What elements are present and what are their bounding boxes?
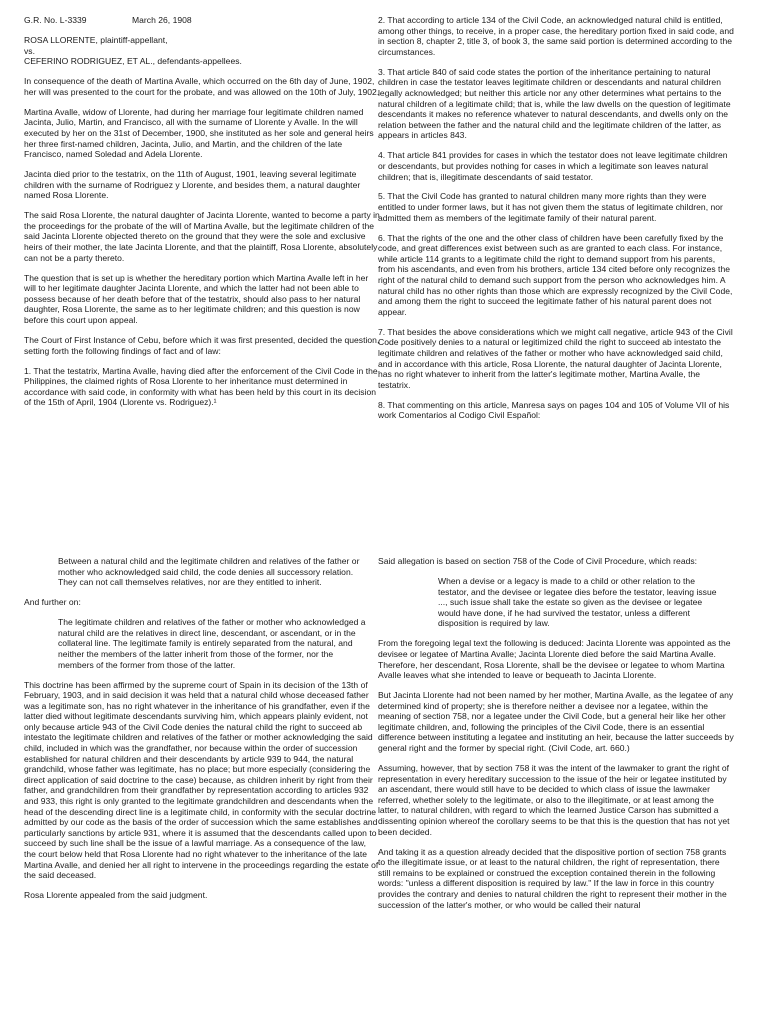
block-quote: When a devise or a legacy is made to a child or other relation to the testator, and the devisee or legatee dies before the testator, leaving issue ..., such issue shall take the estate so given as the devisee or legatee would have done, if he had survived the testator, unless a different disposition is required by law. (438, 575, 717, 629)
paragraph: 4. That article 841 provides for cases in which the testator does not leave legitimate children or descendants, but provides nothing for cases in which a legitimate son leaves natural children; that is, illegitimate descendants of said testator. (378, 150, 728, 182)
paragraph: Jacinta died prior to the testatrix, on the 11th of August, 1901, leaving several legitimate children with the surname of Rodriguez y Llorente, and besides them, a natural daughter named Rosa Llorente. (24, 169, 361, 201)
paragraph: Martina Avalle, widow of Llorente, had during her marriage four legitimate children named Jacinta, Julio, Martin, and Francisco, all with the surname of Llorente y Avalle. In the will executed by her on the 31st of December, 1900, she instituted as her sole and general heirs her three first-named children, Jacinta, Julio, and Martin, and the children of the late Francisco, named Soledad and Adela Llorente. (24, 106, 374, 160)
block-quote: Between a natural child and the legitimate children and relatives of the father or mother who acknowledged said child, the code denies all successory relation. They can not call themselves relatives, nor are they entitled to inherit. (58, 556, 360, 588)
paragraph: Assuming, however, that by section 758 it was the intent of the lawmaker to grant the right of representation in every hereditary succession to the issue of the heir or legatee instituted by an ascendant, there would still have to be decided to which class of issue the lawmaker referred, whether solely to the legitimate, or also to the illegitimate, or at least among the latter, to natural children, with regard to which the learned Justice Carson has submitted a dissenting opinion whereof the corollary seems to be that this is the question that has not yet been decided. (378, 763, 730, 837)
column-top-right (378, 15, 734, 430)
paragraph: The said Rosa Llorente, the natural daughter of Jacinta Llorente, wanted to become a party in the proceedings for the probate of the will of Martina Avalle, but the legitimate children of the said Jacinta Llorente objected thereto on the ground that they were the sole and exclusive heirs of their mother, the late Jacinta Llorente, and that the plaintiff, Rosa Llorente, absolutely can not be a party thereto. (24, 210, 380, 263)
case-parties (24, 35, 380, 67)
paragraph: 2. That according to article 134 of the Civil Code, an acknowledged natural child is entitled, among other things, to receive, in a proper case, the hereditary portion fixed in said code, and in section 8, chapter 2, title 3, of book 3, the same said portion is determined according to the circumstances. (378, 15, 734, 57)
party-defendants: CEFERINO RODRIGUEZ, ET AL., defendants-appellees. (24, 56, 242, 67)
paragraph: 6. That the rights of the one and the other class of children have been carefully fixed by the code, and great differences exist between such as are granted to each class. For instance, while article 114 grants to a legitimate child the right to demand support from his parents, from his ascendants, and even from his brothers, article 134 cited before only recognizes the right of the natural child to demand such support from the person who acknowledges him. A natural child has no other rights than those which are expressly recognized by the Civil Code, and among them the right to succeed the legitimate father of his natural parent does not appear. (378, 232, 733, 317)
paragraph: Rosa Llorente appealed from the said judgment. (24, 890, 208, 901)
case-date: March 26, 1908 (132, 15, 192, 25)
party-plaintiff: ROSA LLORENTE, plaintiff-appellant, (24, 34, 168, 45)
paragraph: Said allegation is based on section 758 of the Code of Civil Procedure, which reads: (378, 556, 698, 566)
paragraph: 1. That the testatrix, Martina Avalle, having died after the enforcement of the Civil Code in the Philippines, the claimed rights of Rosa Llorente to her inheritance must determined in accordance with said code, in conformity with what has been held by this court in its decision of the 15th of April, 1904 (Llorente vs. Rodriguez).¹ (24, 365, 378, 408)
case-number: G.R. No. L-3339 (24, 15, 87, 25)
column-bottom-left (24, 556, 380, 910)
paragraph: 3. That article 840 of said code states the portion of the inheritance pertaining to natural children in case the testator leaves legitimate children or descendants and natural children legally acknowledged; but neither this article nor any other determines what pertains to the natural children of a legitimate child; that is, while the law dwells on the question of legitimate descendants it makes no reference whatever to natural descendants, and dwells only on the relation between the father and the natural child and the legitimate children of the latter, as appears in articles 843. (378, 66, 731, 141)
paragraph: And further on: (24, 597, 81, 608)
paragraph: 7. That besides the above considerations which we might call negative, article 943 of the Civil Code positively denies to a natural or legitimized child the right to succeed ab intestato the legitimate children and relatives of the father or mother who have acknowledged said child, and in accordance with this article, Rosa Llorente, the natural daughter of Jacinta Llorente, has no right whatever to inherit from the latter's legitimate mother, Martina Avalle, the testatrix. (378, 326, 733, 390)
paragraph: But Jacinta Llorente had not been named by her mother, Martina Avalle, as the legatee of any determined kind of property; she is therefore neither a devisee nor a legatee, within the meaning of section 758, nor a legatee under the Civil Code, but a general heir like her other legitimate children, and, following the principles of the Civil Code, there is an essential difference between instituting a legatee and instituting an heir, because the latter succeeds by general right and the former by special right. (Civil Code, art. 660.) (378, 690, 734, 754)
column-bottom-right (378, 556, 734, 920)
case-header (24, 15, 380, 26)
paragraph: The question that is set up is whether the hereditary portion which Martina Avalle left in her will to her legitimate daughter Jacinta Llorente, and which the latter had not been able to possess because of her death before that of the testatrix, should also pass to her natural daughter, Rosa Llorente, the same as to her legitimate children; and this question is now before this court upon appeal. (24, 272, 369, 325)
column-top-left (24, 15, 380, 417)
party-vs: vs. (24, 45, 35, 56)
paragraph: From the foregoing legal text the following is deduced: Jacinta Llorente was appointed as the devisee or legatee of Martina Avalle; Jacinta Llorente died before the said Martina Avalle. Therefore, her descendant, Rosa Llorente, shall be the devisee or legatee to whom Martina Avalle leaves what she intended to leave or bequeath to Jacinta Llorente. (378, 638, 731, 681)
block-quote: The legitimate children and relatives of the father or mother who acknowledged a natural child are the relatives in direct line, descendant, or ascendant, or in the collateral line. The legitimate family is entirely separated from the natural, and neither the members of the latter inherit from those of the former, nor the members of the former from those of the latter. (58, 617, 366, 670)
paragraph: This doctrine has been affirmed by the supreme court of Spain in its decision of the 13th of February, 1903, and in said decision it was held that a natural child whose deceased father was a legitimate son, has no right whatever in the inheritance of his grandfather, even if the latter died without legitimate descendants surviving him, which appears plainly evident, not only because article 943 of the Civil Code denies the natural child the right to succeed ab intestato the legitimate children and relatives of the father or mother acknowledging the said child, included in which was the grandfather, nor because within the order of succession established for natural children and their descendants by article 939 to 944, the natural grandchild, whose father was legitimate, has no place; but more especially (considering the direct application of said doctrine to the case) because, as children inherit by right from their father, and grandchildren from their grandfather by representation according to articles 932 and 933, this right is only granted to the legitimate grandchildren and descendants when the head of the descending direct line is a legitimate child, in conformity with the secular doctrine admitted by our code as the basis of the order of succession which the same establishes and particularly sanctions by article 931, where it is assumed that the descendants called upon to succeed by such line shall be the issue of a lawful marriage. As a consequence of the law, the court below held that Rosa Llorente had no right whatever to the inheritance of the late Martina Avalle, and denied her all right to intervene in the proceedings regarding the estate of the said deceased. (24, 679, 379, 881)
paragraph: And taking it as a question already decided that the dispositive portion of section 758 grants to the illegitimate issue, or at least to the natural children, the right of representation, there still remains to be explained or construed the exception contained therein in the following words: "unless a different disposition is required by law." If the law in force in this country provides the contrary and denies to natural children the right to represent their mother in the succession of the latter's mother, or who would be called their natural (378, 846, 727, 910)
paragraph: 8. That commenting on this article, Manresa says on pages 104 and 105 of Volume VII of his work Comentarios al Codigo Civil Español: (378, 399, 730, 421)
paragraph: 5. That the Civil Code has granted to natural children many more rights than they were entitled to under former laws, but it has not given them the status of legitimate children, nor admitted them as members of the legitimate family of their natural parent. (378, 191, 723, 223)
paragraph: In consequence of the death of Martina Avalle, which occurred on the 6th day of June, 1902, her will was presented to the court for the probate, and was allowed on the 10th of July, 1902. (24, 76, 380, 97)
paragraph: The Court of First Instance of Cebu, before which it was first presented, decided the question, setting forth the following findings of fact and of law: (24, 334, 380, 356)
